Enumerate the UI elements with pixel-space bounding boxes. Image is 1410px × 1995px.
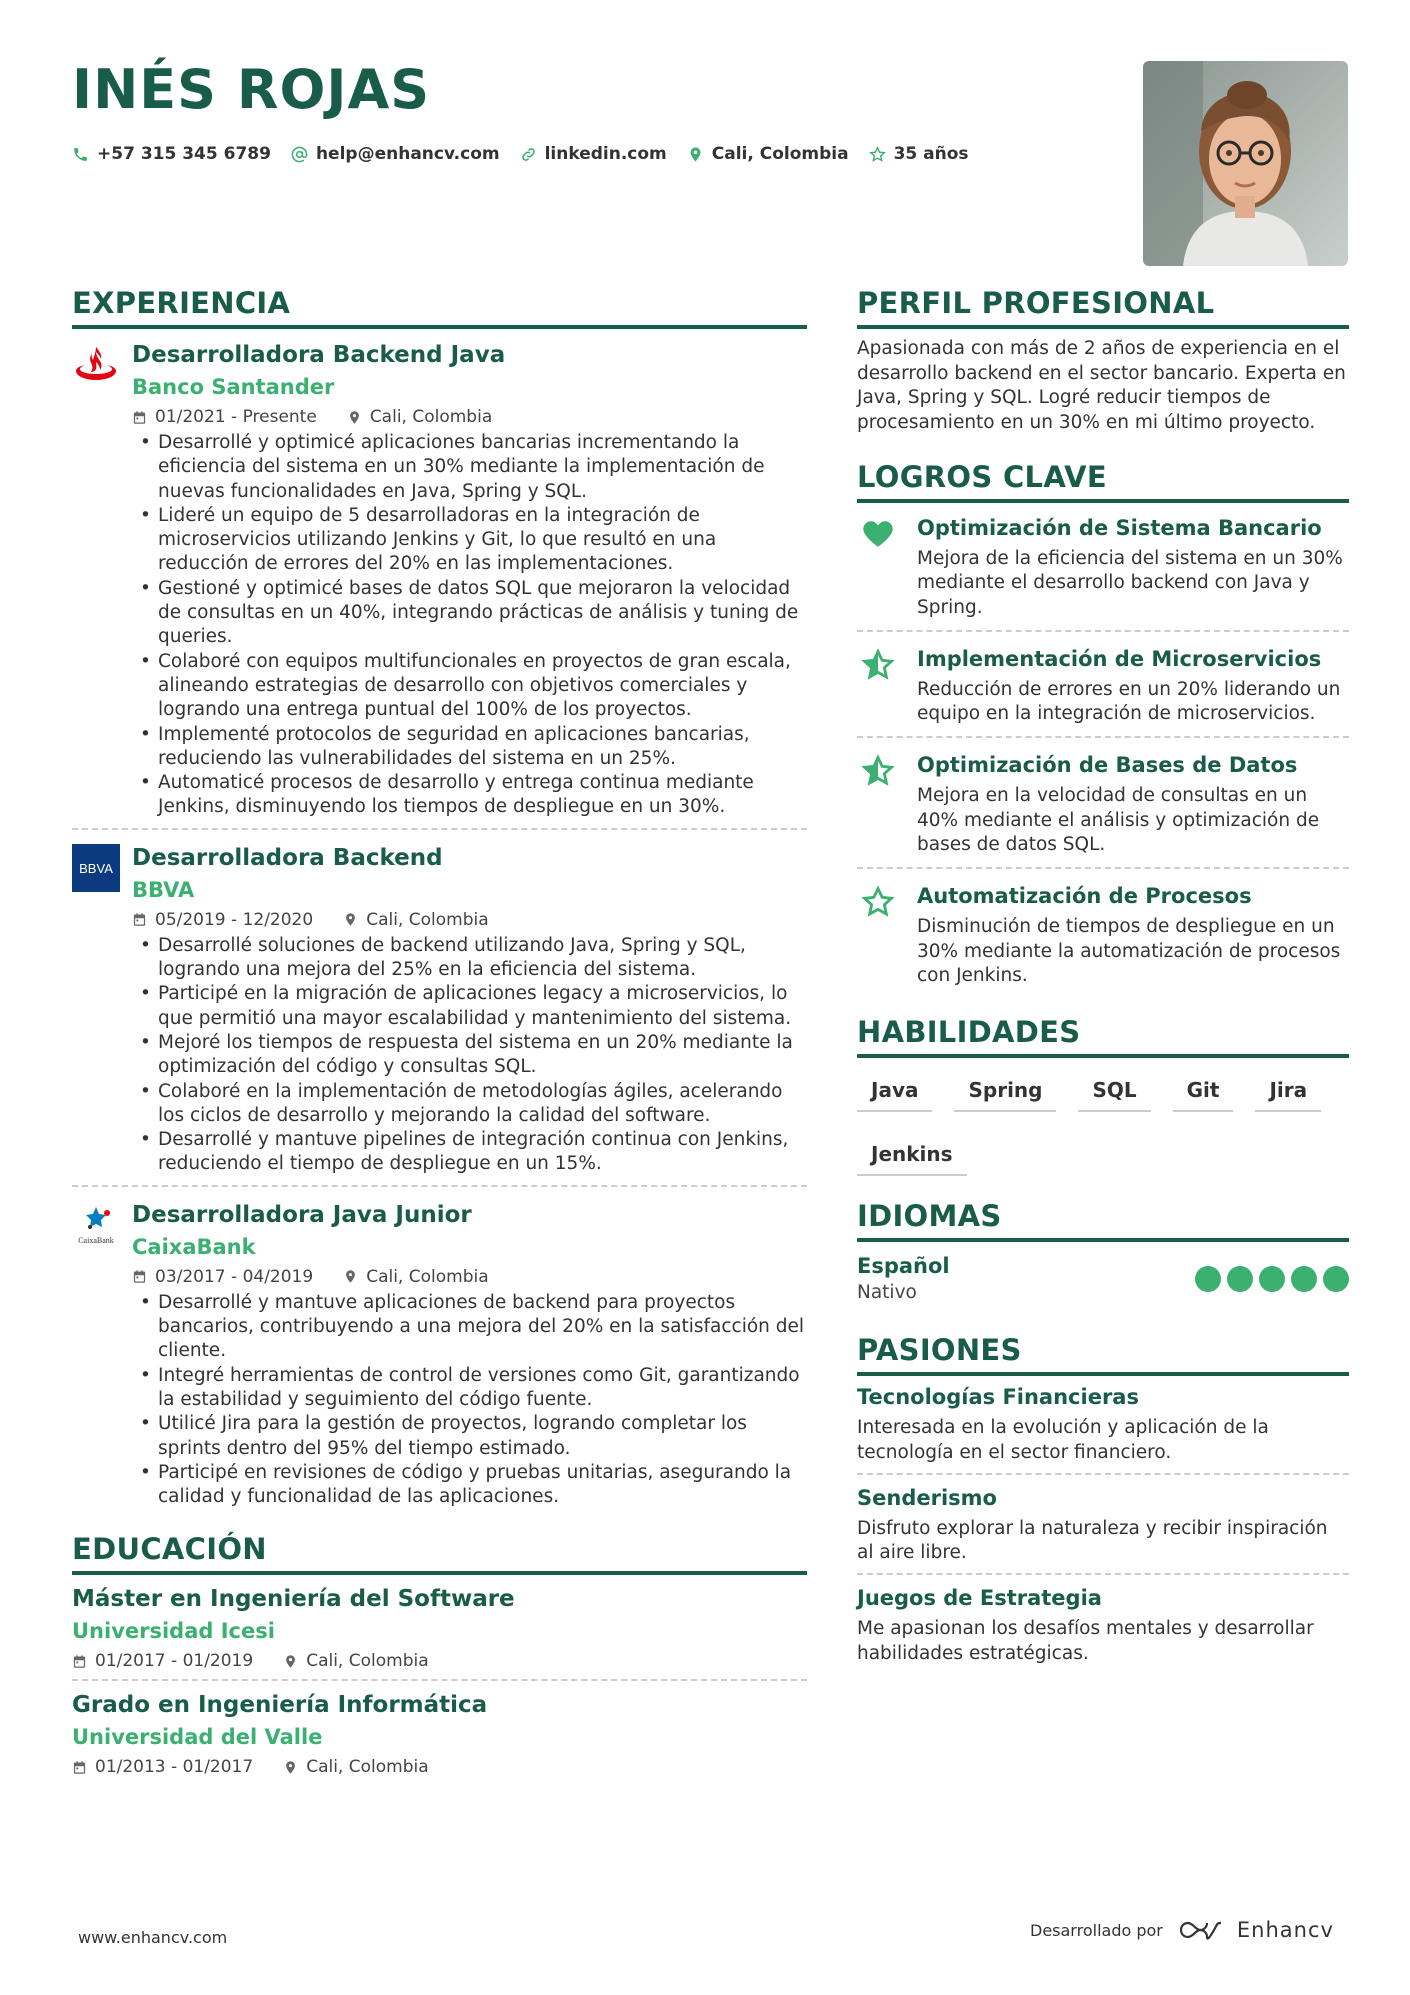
- divider: [857, 1473, 1349, 1475]
- job-dates: 01/2021 - Presente: [132, 407, 317, 427]
- achievement-desc: Mejora de la eficiencia del sistema en un 30% mediante el desarrollo backend con Java y Spring.: [917, 548, 1343, 618]
- passions-section-title: PASIONES: [857, 1332, 1349, 1376]
- linkedin-text[interactable]: linkedin.com: [544, 144, 667, 164]
- passion-title: Tecnologías Financieras: [857, 1385, 1139, 1410]
- education-entry: [72, 1575, 807, 1671]
- divider: [857, 1573, 1349, 1575]
- caixabank-logo: [72, 1201, 120, 1249]
- calendar-icon: [132, 1269, 147, 1284]
- svg-text:CaixaBank: CaixaBank: [78, 1235, 114, 1245]
- bullet-item: • Colaboré en la implementación de metodologías ágiles, acelerando los ciclos de desarrollo y mejorando la calidad del software.: [132, 1080, 807, 1129]
- education-dates: 01/2017 - 01/2019: [72, 1651, 253, 1671]
- resume-header: [72, 56, 1072, 164]
- job-meta: [132, 1267, 807, 1287]
- bullet-item: • Gestioné y optimicé bases de datos SQL que mejoraron la velocidad de consultas en un 40%, integrando prácticas de análisis y tuning de queries.: [132, 577, 807, 650]
- job-meta: [132, 407, 807, 427]
- achievement-desc: Mejora en la velocidad de consultas en un 40% mediante el análisis y optimización de bases de datos SQL.: [917, 785, 1320, 856]
- job-bullets: [132, 431, 807, 820]
- divider: [857, 736, 1349, 738]
- achievement-desc: Disminución de tiempos de despliegue en un 30% mediante la automatización de procesos con Jenkins.: [917, 916, 1341, 986]
- bullet-item: • Utilicé Jira para la gestión de proyectos, logrando completar los sprints dentro del 95% del tiempo estimado.: [132, 1412, 807, 1461]
- profile-photo: [1143, 61, 1348, 266]
- job-bullets: [132, 934, 807, 1177]
- bullet-item: • Automaticé procesos de desarrollo y entrega continua mediante Jenkins, disminuyendo los tiempos de despliegue en un 30%.: [132, 771, 807, 820]
- job-title: Desarrolladora Java Junior: [132, 1201, 472, 1228]
- job-dates: 05/2019 - 12/2020: [132, 910, 313, 930]
- contact-email[interactable]: [291, 144, 500, 164]
- school-name: Universidad del Valle: [72, 1725, 323, 1750]
- education-entry: [72, 1687, 807, 1777]
- skill-tag: SQL: [1078, 1068, 1150, 1112]
- job-company: CaixaBank: [132, 1234, 256, 1259]
- education-location: Cali, Colombia: [283, 1651, 428, 1671]
- skill-tag: Jenkins: [857, 1132, 967, 1176]
- rating-dot: [1259, 1266, 1285, 1292]
- contact-location: [687, 144, 849, 164]
- job-bullets: [132, 1291, 807, 1510]
- location-pin-icon: [347, 410, 362, 425]
- job-company: Banco Santander: [132, 375, 335, 399]
- job-meta: [132, 910, 807, 930]
- calendar-icon: [72, 1760, 87, 1775]
- education-location: Cali, Colombia: [283, 1757, 428, 1777]
- right-column: [857, 285, 1349, 1672]
- skill-tag: Git: [1173, 1068, 1234, 1112]
- passion-item: [857, 1477, 1349, 1572]
- language-item: [857, 1252, 1349, 1306]
- brand-name: Enhancv: [1236, 1918, 1334, 1942]
- skill-tag: Java: [857, 1068, 932, 1112]
- achievements-section-title: LOGROS CLAVE: [857, 459, 1349, 503]
- degree-title: Máster en Ingeniería del Software: [72, 1586, 515, 1613]
- location-pin-icon: [687, 146, 704, 163]
- candidate-name: INÉS ROJAS: [72, 58, 431, 121]
- education-meta: [72, 1757, 807, 1777]
- bullet-item: • Participé en revisiones de código y pruebas unitarias, asegurando la calidad y funcionalidad de las aplicaciones.: [132, 1461, 807, 1510]
- divider: [72, 1185, 807, 1187]
- location-pin-icon: [283, 1760, 298, 1775]
- profile-section-title: PERFIL PROFESIONAL: [857, 285, 1349, 329]
- experience-entry: [72, 1193, 807, 1510]
- language-level: Nativo: [857, 1282, 917, 1304]
- contact-linkedin[interactable]: [520, 144, 667, 164]
- achievement-title: Optimización de Bases de Datos: [917, 753, 1298, 778]
- powered-by-text: Desarrollado por: [1030, 1920, 1163, 1940]
- rating-dot: [1291, 1266, 1317, 1292]
- achievement-title: Optimización de Sistema Bancario: [917, 516, 1322, 540]
- passion-desc: Disfruto explorar la naturaleza y recibir inspiración al aire libre.: [857, 1517, 1328, 1564]
- education-meta: [72, 1651, 807, 1671]
- school-name: Universidad Icesi: [72, 1619, 275, 1644]
- link-icon: [520, 146, 537, 163]
- phone-icon: [72, 146, 89, 163]
- languages-section-title: IDIOMAS: [857, 1198, 1349, 1242]
- experience-section-title: EXPERIENCIA: [72, 285, 807, 329]
- star-half-icon: [861, 754, 895, 788]
- location-text: Cali, Colombia: [711, 144, 849, 164]
- at-icon: [291, 146, 308, 163]
- bullet-item: • Participé en la migración de aplicaciones legacy a microservicios, lo que permitió una mayor escalabilidad y mantenimiento del sistema.: [132, 982, 807, 1031]
- rating-dot: [1195, 1266, 1221, 1292]
- experience-entry: [72, 836, 807, 1177]
- skill-tag: Jira: [1255, 1068, 1321, 1112]
- passion-desc: Interesada en la evolución y aplicación de la tecnología en el sector financiero.: [857, 1417, 1269, 1463]
- svg-text:BBVA: BBVA: [79, 860, 113, 876]
- location-pin-icon: [283, 1654, 298, 1669]
- skills-section-title: HABILIDADES: [857, 1014, 1349, 1058]
- language-rating: [1195, 1266, 1349, 1292]
- bullet-item: • Desarrollé y optimicé aplicaciones bancarias incrementando la eficiencia del sistema en un 30% mediante la implementación de nuevas funcionalidades en Java, Spring y SQL.: [132, 431, 807, 504]
- passion-item: [857, 1577, 1349, 1672]
- bullet-item: • Desarrollé y mantuve aplicaciones de backend para proyectos bancarios, contribuyendo a una mejora del 20% en la satisfacción del cliente.: [132, 1291, 807, 1364]
- calendar-icon: [132, 912, 147, 927]
- left-column: [72, 285, 807, 1777]
- education-dates: 01/2013 - 01/2017: [72, 1757, 253, 1777]
- footer-website[interactable]: www.enhancv.com: [78, 1928, 228, 1947]
- bullet-item: • Desarrollé y mantuve pipelines de integración continua con Jenkins, reduciendo el tiempo de despliegue en un 15%.: [132, 1128, 807, 1177]
- achievement-item: [857, 503, 1349, 628]
- job-location: Cali, Colombia: [347, 407, 492, 427]
- passion-item: [857, 1376, 1349, 1471]
- job-company: BBVA: [132, 877, 195, 902]
- divider: [857, 630, 1349, 632]
- bullet-item: • Integré herramientas de control de versiones como Git, garantizando la estabilidad y seguimiento del código fuente.: [132, 1364, 807, 1413]
- achievement-item: [857, 740, 1349, 865]
- enhancv-logo-icon: [1177, 1918, 1223, 1942]
- contact-bar: [72, 144, 1072, 164]
- language-name: Español: [857, 1254, 950, 1279]
- job-location: Cali, Colombia: [343, 1267, 488, 1287]
- star-outline-icon: [869, 146, 886, 163]
- achievement-title: Automatización de Procesos: [917, 884, 1252, 909]
- calendar-icon: [132, 410, 147, 425]
- bullet-item: • Implementé protocolos de seguridad en aplicaciones bancarias, reduciendo las vulnerabilidades del sistema en un 25%.: [132, 723, 807, 772]
- passion-desc: Me apasionan los desafíos mentales y desarrollar habilidades estratégicas.: [857, 1618, 1314, 1664]
- skills-list: [857, 1068, 1349, 1196]
- location-pin-icon: [343, 1269, 358, 1284]
- bbva-logo: [72, 844, 120, 892]
- divider: [72, 828, 807, 830]
- skill-tag: Spring: [954, 1068, 1056, 1112]
- star-outline-icon: [861, 885, 895, 919]
- contact-age: [869, 144, 969, 164]
- star-half-icon: [861, 648, 895, 682]
- divider: [857, 867, 1349, 869]
- bullet-item: • Mejoré los tiempos de respuesta del sistema en un 20% mediante la optimización del código y consultas SQL.: [132, 1031, 807, 1080]
- heart-icon: [861, 517, 895, 551]
- education-section-title: EDUCACIÓN: [72, 1531, 807, 1575]
- santander-logo: [72, 341, 120, 389]
- achievement-title: Implementación de Microservicios: [917, 646, 1322, 671]
- passion-title: Senderismo: [857, 1485, 997, 1510]
- rating-dot: [1323, 1266, 1349, 1292]
- contact-phone: [72, 144, 271, 164]
- bullet-item: • Lideré un equipo de 5 desarrolladoras en la integración de microservicios utilizando Jenkins y Git, lo que resultó en una reducción de errores del 20% en las implementaciones.: [132, 504, 807, 577]
- footer-branding: [1030, 1918, 1334, 1942]
- degree-title: Grado en Ingeniería Informática: [72, 1692, 488, 1719]
- divider: [72, 1679, 807, 1681]
- rating-dot: [1227, 1266, 1253, 1292]
- email-text[interactable]: help@enhancv.com: [315, 144, 500, 164]
- passion-title: Juegos de Estrategia: [857, 1586, 1102, 1611]
- achievement-item: [857, 871, 1349, 996]
- phone-text: +57 315 345 6789: [97, 144, 271, 164]
- experience-entry: [72, 333, 807, 820]
- job-location: Cali, Colombia: [343, 910, 488, 930]
- location-pin-icon: [343, 912, 358, 927]
- calendar-icon: [72, 1654, 87, 1669]
- achievement-desc: Reducción de errores en un 20% liderando un equipo en la integración de microservicios.: [917, 678, 1341, 725]
- job-title: Desarrolladora Backend: [132, 844, 443, 871]
- achievement-item: [857, 634, 1349, 735]
- job-title: Desarrolladora Backend Java: [132, 342, 506, 368]
- bullet-item: • Desarrollé soluciones de backend utilizando Java, Spring y SQL, logrando una mejora del 25% en la eficiencia del sistema.: [132, 934, 807, 983]
- profile-summary: Apasionada con más de 2 años de experiencia en el desarrollo backend en el sector bancario. Experta en Java, Spring y SQL. Logré reducir tiempos de procesamiento en un 30% en mi último proyecto.: [857, 338, 1346, 433]
- job-dates: 03/2017 - 04/2019: [132, 1267, 313, 1287]
- age-text: 35 años: [893, 144, 969, 164]
- bullet-item: • Colaboré con equipos multifuncionales en proyectos de gran escala, alineando estrategias de desarrollo con objetivos comerciales y logrando una entrega puntual del 100% de los proyectos.: [132, 650, 807, 723]
